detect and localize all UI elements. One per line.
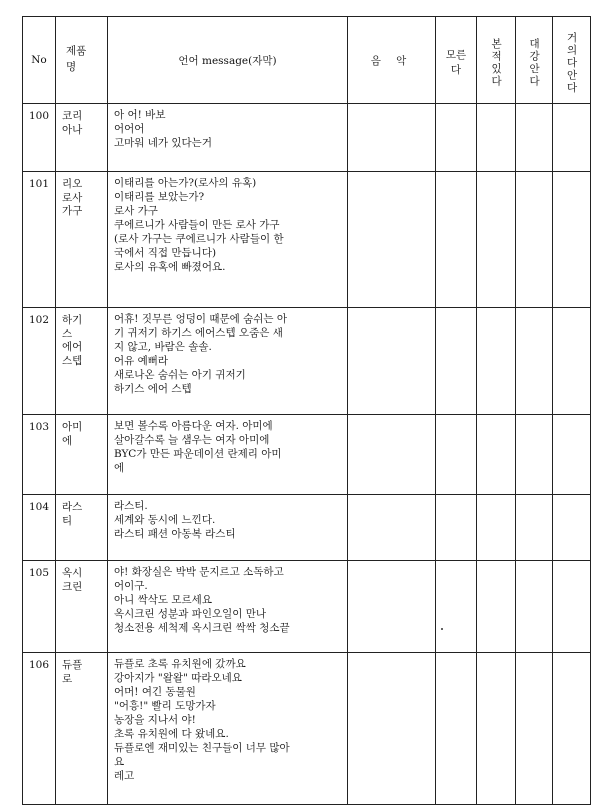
header-product: [56, 17, 108, 104]
ad-message-line: 새로나온 숨쉬는 아기 귀저기: [114, 368, 246, 381]
ad-message-line: 하기스 에어 스텝: [114, 382, 192, 395]
ad-message-line: 이태리를 아는가?(로사의 유혹): [114, 177, 257, 189]
row-number: 104: [23, 495, 56, 561]
ad-message-line: BYC가 만든 파운데이션 란제리 아미: [114, 447, 282, 460]
product-name-line: 아나: [62, 123, 83, 136]
ad-message-line: 지 않고, 바람은 솔솔.: [114, 340, 212, 353]
product-name-line: 하기: [62, 314, 83, 326]
product-name: [56, 415, 108, 495]
product-name: [56, 308, 108, 415]
header-music: 음 악: [348, 17, 436, 104]
seen-cell[interactable]: [477, 308, 516, 415]
table-row: [23, 561, 591, 653]
header-almost-know-text: 거의다안다: [565, 31, 578, 95]
seen-cell[interactable]: [477, 561, 516, 653]
product-name-line: 티: [62, 514, 73, 527]
seen-cell[interactable]: [477, 415, 516, 495]
roughly-know-cell[interactable]: [516, 495, 553, 561]
product-name-line: 코리: [62, 110, 83, 122]
music-cell[interactable]: [348, 415, 436, 495]
roughly-know-cell[interactable]: [516, 415, 553, 495]
music-cell[interactable]: [348, 561, 436, 653]
music-cell[interactable]: [348, 172, 436, 308]
ad-message: [108, 172, 348, 308]
header-seen: [477, 17, 516, 104]
almost-know-cell[interactable]: [553, 653, 591, 805]
ad-message-line: 레고: [114, 769, 135, 782]
almost-know-cell[interactable]: [553, 104, 591, 172]
ad-message-line: 아니 싹삭도 모르세요: [114, 593, 212, 606]
ad-message-line: 옥시크린 성분과 파인오일이 만나: [114, 607, 267, 620]
ad-message-line: 청소전용 세척제 옥시크린 싹싹 청소끝: [114, 621, 290, 634]
ad-message: [108, 415, 348, 495]
seen-cell[interactable]: [477, 495, 516, 561]
ad-message-line: 쿠에르니가 사람들이 만든 로사 가구: [114, 218, 280, 231]
music-cell[interactable]: [348, 104, 436, 172]
product-name-line: 에어: [62, 341, 83, 354]
header-roughly-know-text: 대강안다: [528, 38, 541, 88]
music-cell[interactable]: [348, 495, 436, 561]
ad-message-line: 국에서 직접 만듭니다): [114, 246, 217, 259]
ad-message-line: 로사 가구: [114, 204, 158, 217]
table-body: [23, 104, 591, 805]
header-no: No: [23, 17, 56, 104]
seen-cell[interactable]: [477, 104, 516, 172]
ad-message-line: 에: [114, 461, 125, 474]
product-name-line: 리오: [62, 178, 83, 190]
ad-message-line: 어이구.: [114, 579, 148, 592]
table-row: [23, 495, 591, 561]
ad-message-line: 야! 화장실은 박박 문지르고 소독하고: [114, 566, 284, 578]
ad-message-line: 고마워 네가 있다는거: [114, 136, 212, 149]
ad-message-line: 요: [114, 755, 125, 768]
product-name-line: 에: [62, 434, 73, 447]
product-name-line: 로: [62, 672, 73, 685]
row-number: 105: [23, 561, 56, 653]
header-dont-know-line1: 모른: [445, 49, 467, 62]
almost-know-cell[interactable]: [553, 172, 591, 308]
product-name-line: 아미: [62, 421, 83, 433]
ad-message-line: (로사 가구는 쿠에르니가 사람들이 한: [114, 232, 284, 245]
almost-know-cell[interactable]: [553, 495, 591, 561]
ad-message-line: 강아지가 "왈왈" 따라오네요: [114, 671, 242, 684]
ad-message: [108, 308, 348, 415]
header-almost-know: [553, 17, 591, 104]
ad-message: [108, 104, 348, 172]
table-row: [23, 308, 591, 415]
stray-mark: [441, 628, 443, 630]
product-name: [56, 653, 108, 805]
row-number: 103: [23, 415, 56, 495]
ad-message-line: 듀플로엔 재미있는 친구들이 너무 많아: [114, 741, 290, 754]
music-cell[interactable]: [348, 308, 436, 415]
ad-message-line: 보면 볼수록 아름다운 여자. 아미에: [114, 420, 273, 432]
table-row: [23, 653, 591, 805]
ad-message: [108, 653, 348, 805]
ad-message-line: 로사의 유혹에 빠졌어요.: [114, 260, 226, 273]
product-name-line: 로사: [62, 191, 83, 204]
header-seen-text: 본적있다: [490, 38, 503, 88]
roughly-know-cell[interactable]: [516, 653, 553, 805]
dont-know-cell[interactable]: [436, 495, 477, 561]
ad-message-line: 초록 유치원에 다 왔네요.: [114, 727, 229, 740]
header-dont-know: [436, 17, 477, 104]
ad-message-line: 어유 예뻐라: [114, 354, 169, 367]
table-row: [23, 104, 591, 172]
row-number: 101: [23, 172, 56, 308]
row-number: 106: [23, 653, 56, 805]
row-number: 100: [23, 104, 56, 172]
dont-know-cell[interactable]: [436, 415, 477, 495]
ad-message-line: "어흥!" 빨리 도망가자: [114, 699, 216, 712]
header-roughly-know: [516, 17, 553, 104]
dont-know-cell[interactable]: [436, 172, 477, 308]
ad-message-line: 세계와 동시에 느낀다.: [114, 513, 216, 526]
roughly-know-cell[interactable]: [516, 308, 553, 415]
header-message: 언어 message(자막): [108, 17, 348, 104]
product-name: [56, 172, 108, 308]
product-name-line: 스: [62, 327, 73, 340]
product-name: [56, 495, 108, 561]
ad-recognition-table: [22, 16, 591, 805]
ad-message-line: 살아갈수록 늘 샘우는 여자 아미에: [114, 433, 270, 446]
dont-know-cell[interactable]: [436, 561, 477, 653]
almost-know-cell[interactable]: [553, 308, 591, 415]
product-name: [56, 561, 108, 653]
music-cell[interactable]: [348, 653, 436, 805]
almost-know-cell[interactable]: [553, 561, 591, 653]
ad-message-line: 어어어: [114, 122, 145, 135]
header-product-line1: 제품: [66, 45, 87, 58]
roughly-know-cell[interactable]: [516, 561, 553, 653]
almost-know-cell[interactable]: [553, 415, 591, 495]
seen-cell[interactable]: [477, 653, 516, 805]
ad-message-line: 어휴! 짓무른 엉덩이 때문에 숨쉬는 아: [114, 313, 288, 325]
survey-page: [22, 16, 590, 805]
product-name-line: 라스: [62, 501, 83, 513]
dont-know-cell[interactable]: [436, 308, 477, 415]
ad-message-line: 듀플로 초록 유치원에 갔까요: [114, 658, 246, 670]
ad-message: [108, 495, 348, 561]
ad-message-line: 이태리를 보았는가?: [114, 190, 205, 203]
ad-message-line: 아 어! 바보: [114, 109, 166, 121]
ad-message-line: 농장을 지나서 야!: [114, 713, 196, 726]
product-name-line: 옥시: [62, 567, 83, 579]
seen-cell[interactable]: [477, 172, 516, 308]
roughly-know-cell[interactable]: [516, 172, 553, 308]
roughly-know-cell[interactable]: [516, 104, 553, 172]
table-row: [23, 172, 591, 308]
header-product-line2: 명: [66, 61, 77, 73]
table-row: [23, 415, 591, 495]
ad-message-line: 어머! 여긴 동물원: [114, 685, 196, 698]
product-name-line: 듀플: [62, 659, 83, 671]
dont-know-cell[interactable]: [436, 653, 477, 805]
ad-message-line: 라스티 패션 아동복 라스티: [114, 527, 236, 540]
product-name-line: 스텝: [62, 354, 83, 367]
header-dont-know-line2: 다: [450, 64, 462, 76]
ad-message: [108, 561, 348, 653]
header-row: [23, 17, 591, 104]
product-name-line: 크린: [62, 580, 83, 593]
product-name: [56, 104, 108, 172]
product-name-line: 가구: [62, 205, 83, 218]
ad-message-line: 라스티.: [114, 500, 148, 512]
ad-message-line: 기 귀저기 하기스 에어스텝 오줌은 새: [114, 326, 283, 339]
dont-know-cell[interactable]: [436, 104, 477, 172]
row-number: 102: [23, 308, 56, 415]
